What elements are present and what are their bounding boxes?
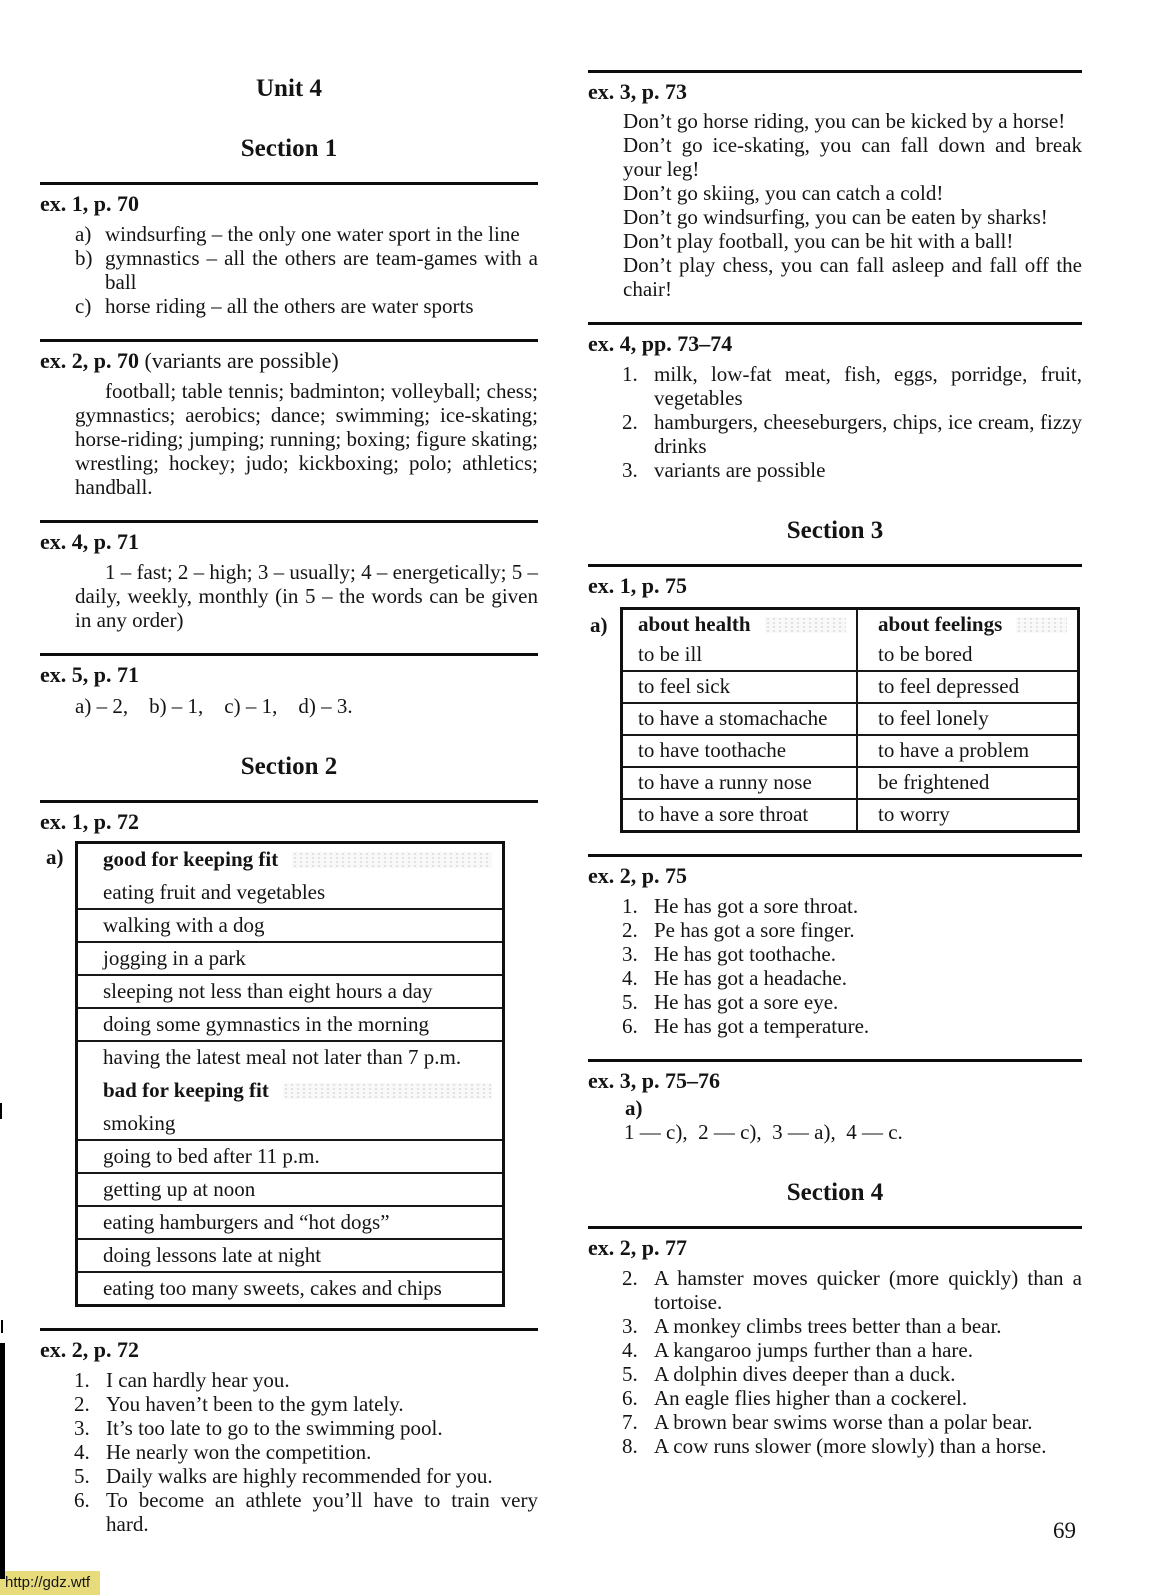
item-text: A hamster moves quicker (more quickly) than a tortoise.: [654, 1266, 1082, 1314]
item-text: He has got a sore throat.: [654, 894, 859, 918]
table-row: [78, 1040, 502, 1139]
table-cell: [623, 610, 856, 670]
sub-item-label: a): [46, 845, 64, 869]
table-cell: smoking: [103, 1111, 176, 1135]
list-item: [588, 1410, 1082, 1434]
item-number: 3.: [622, 942, 638, 966]
list-item: [588, 1386, 1082, 1410]
answer-sentence: Don’t play football, you can be hit with a ball!: [623, 229, 1014, 253]
list-item: [40, 1488, 538, 1536]
item-text: Daily walks are highly recommended for you.: [106, 1464, 493, 1488]
table-row: [623, 798, 1077, 830]
item-text: A kangaroo jumps further than a hare.: [654, 1338, 973, 1362]
list-item: [588, 1014, 1082, 1038]
list-item: [588, 894, 1082, 918]
table-header-text: about health: [638, 612, 751, 636]
table-row: [623, 734, 1077, 766]
table-row: [623, 610, 1077, 670]
item-number: 2.: [622, 1266, 638, 1290]
table-header-feelings: [878, 612, 1077, 636]
item-text: He has got a sore eye.: [654, 990, 839, 1014]
item-label: c): [75, 294, 92, 318]
item-number: 5.: [74, 1464, 90, 1488]
table-row: [78, 844, 502, 908]
item-number: 3.: [622, 1314, 638, 1338]
unit-title: Unit 4: [256, 75, 322, 102]
item-text: A brown bear swims worse than a polar bear.: [654, 1410, 1033, 1434]
table-header-text: good for keeping fit: [103, 847, 279, 871]
table-cell: eating fruit and vegetables: [103, 880, 326, 904]
table-row: doing lessons late at night: [78, 1238, 502, 1271]
answer-sentence: Don’t play chess, you can fall asleep and fall off the chair!: [623, 253, 1082, 301]
exercise-heading: ex. 3, p. 75–76: [588, 1068, 720, 1093]
health-feelings-table: [620, 607, 1080, 833]
item-text: windsurfing – the only one water sport in the line: [105, 222, 520, 246]
item-number: 1.: [622, 362, 638, 386]
item-number: 2.: [74, 1392, 90, 1416]
answer-line: 1 — c), 2 — c), 3 — a), 4 — c.: [624, 1120, 903, 1144]
exercise-heading: ex. 2, p. 77: [588, 1235, 687, 1260]
exercise-heading: ex. 4, pp. 73–74: [588, 331, 733, 356]
exercise-heading: ex. 5, p. 71: [40, 662, 139, 687]
table-row: doing some gymnastics in the morning: [78, 1007, 502, 1040]
list-item: [588, 1434, 1082, 1458]
item-number: 1.: [622, 894, 638, 918]
exercise-heading: [40, 348, 538, 374]
item-text: It’s too late to go to the swimming pool.: [106, 1416, 443, 1440]
table-row: eating too many sweets, cakes and chips: [78, 1271, 502, 1304]
list-item: [40, 1392, 538, 1416]
list-item: [588, 966, 1082, 990]
item-number: 3.: [622, 458, 638, 482]
exercise-ex3-p73: [588, 70, 1082, 301]
exercise-heading: ex. 3, p. 73: [588, 79, 687, 104]
item-text: A dolphin dives deeper than a duck.: [654, 1362, 956, 1386]
item-text: He has got a temperature.: [654, 1014, 870, 1038]
page-number: 69: [1053, 1518, 1076, 1543]
scan-artifact: [765, 617, 846, 633]
exercise-heading: ex. 2, p. 75: [588, 863, 687, 888]
table-row: walking with a dog: [78, 908, 502, 941]
item-text: A monkey climbs trees better than a bear.: [654, 1314, 1002, 1338]
item-number: 6.: [622, 1386, 638, 1410]
table-cell: to have a stomachache: [638, 706, 828, 730]
list-item: [40, 294, 538, 318]
section-4-title: Section 4: [786, 1179, 884, 1206]
exercise-ex2-p70: [40, 339, 538, 499]
item-number: 2.: [622, 918, 638, 942]
item-text: gymnastics – all the others are team-games with a ball: [105, 246, 538, 294]
answer-sentence: Don’t go horse riding, you can be kicked by a horse!: [623, 109, 1066, 133]
scan-artifact: [1016, 617, 1067, 633]
table-cell: to have a sore throat: [638, 802, 809, 826]
right-column: [588, 70, 1082, 1458]
item-text: An eagle flies higher than a cockerel.: [654, 1386, 968, 1410]
table-header-good: [103, 847, 502, 871]
table-row: getting up at noon: [78, 1172, 502, 1205]
item-number: 3.: [74, 1416, 90, 1440]
answer-sentence: Don’t go windsurfing, you can be eaten by sharks!: [623, 205, 1048, 229]
item-number: 7.: [622, 1410, 638, 1434]
item-text: He has got a headache.: [654, 966, 847, 990]
exercise-heading: ex. 1, p. 70: [40, 191, 139, 216]
table-cell: to feel sick: [638, 674, 731, 698]
scan-artifact: [292, 852, 492, 868]
item-text: variants are possible: [654, 458, 826, 482]
answer-line: a) – 2, b) – 1, c) – 1, d) – 3.: [75, 694, 353, 718]
table-header-text: bad for keeping fit: [103, 1078, 269, 1102]
sub-item-label: a): [590, 613, 608, 637]
exercise-heading-label: ex. 2, p. 70: [40, 348, 139, 373]
exercise-heading: ex. 1, p. 72: [40, 809, 139, 834]
exercise-ex3-p75-76: [588, 1059, 1082, 1144]
exercise-heading: ex. 2, p. 72: [40, 1337, 139, 1362]
section-3-title: Section 3: [786, 517, 884, 544]
list-item: [588, 1338, 1082, 1362]
table-cell: [856, 610, 1077, 670]
list-item: [40, 1368, 538, 1392]
exercise-ex4-p73-74: [588, 322, 1082, 482]
list-item: [40, 246, 538, 294]
item-number: 4.: [622, 1338, 638, 1362]
list-item: [588, 362, 1082, 410]
table-cell: to feel depressed: [856, 672, 1077, 702]
list-item: [588, 942, 1082, 966]
exercise-ex5-p71: [40, 653, 538, 718]
list-item: [40, 1464, 538, 1488]
exercise-heading: ex. 4, p. 71: [40, 529, 139, 554]
table-cell-text: to be ill: [638, 642, 703, 666]
exercise-ex2-p77: [588, 1226, 1082, 1458]
item-number: 4.: [74, 1440, 90, 1464]
item-text: To become an athlete you’ll have to train very hard.: [106, 1488, 538, 1536]
item-label: a): [75, 222, 92, 246]
watermark: http://gdz.wtf: [0, 1571, 100, 1595]
list-item: [588, 1266, 1082, 1314]
exercise-heading: ex. 1, p. 75: [588, 573, 687, 598]
scan-artifact: [283, 1083, 492, 1099]
scan-artifact: [0, 1103, 2, 1119]
item-number: 6.: [622, 1014, 638, 1038]
item-number: 5.: [622, 1362, 638, 1386]
item-text: horse riding – all the others are water sports: [105, 294, 474, 318]
item-text: A cow runs slower (more slowly) than a horse.: [654, 1434, 1047, 1458]
fit-table: [75, 841, 505, 1307]
item-label: b): [75, 246, 93, 270]
section-1-title: Section 1: [240, 135, 338, 162]
sub-item-label: a): [625, 1096, 643, 1120]
item-text: hamburgers, cheeseburgers, chips, ice cream, fizzy drinks: [654, 410, 1082, 458]
item-text: I can hardly hear you.: [106, 1368, 290, 1392]
scan-artifact: [1, 1320, 3, 1333]
table-cell: to have a problem: [856, 736, 1077, 766]
exercise-heading-note: (variants are possible): [139, 348, 339, 373]
item-number: 5.: [622, 990, 638, 1014]
exercise-ex2-p75: [588, 854, 1082, 1038]
table-cell: to have a runny nose: [638, 770, 812, 794]
section-2-title: Section 2: [240, 753, 338, 780]
list-item: [40, 1416, 538, 1440]
item-text: He has got toothache.: [654, 942, 836, 966]
table-header-text: about feelings: [878, 612, 1003, 636]
table-cell-text: to be bored: [878, 642, 973, 666]
list-item: [588, 410, 1082, 458]
exercise-ex2-p72: [40, 1328, 538, 1536]
exercise-ex1-p72: [40, 800, 538, 1307]
table-row: [623, 766, 1077, 798]
table-cell: be frightened: [856, 768, 1077, 798]
item-number: 8.: [622, 1434, 638, 1458]
list-item: [588, 1362, 1082, 1386]
item-number: 2.: [622, 410, 638, 434]
left-column: [40, 74, 538, 1536]
table-header-health: [638, 612, 856, 636]
table-cell: to feel lonely: [856, 704, 1077, 734]
item-text: You haven’t been to the gym lately.: [106, 1392, 404, 1416]
table-row: [623, 702, 1077, 734]
table-header-bad: [103, 1078, 502, 1102]
exercise-ex4-p71: [40, 520, 538, 632]
item-text: milk, low-fat meat, fish, eggs, porridge, fruit, vegetables: [654, 362, 1082, 410]
answer-sentence: Don’t go skiing, you can catch a cold!: [623, 181, 944, 205]
answer-paragraph: 1 – fast; 2 – high; 3 – usually; 4 – energetically; 5 – daily, weekly, monthly (in 5 – the words can be given in any order): [75, 560, 538, 632]
list-item: [588, 990, 1082, 1014]
item-number: 6.: [74, 1488, 90, 1512]
list-item: [40, 222, 538, 246]
list-item: [40, 1440, 538, 1464]
item-text: Pe has got a sore finger.: [654, 918, 855, 942]
table-row: jogging in a park: [78, 941, 502, 974]
table-row: going to bed after 11 p.m.: [78, 1139, 502, 1172]
table-row: eating hamburgers and “hot dogs”: [78, 1205, 502, 1238]
list-item: [588, 1314, 1082, 1338]
table-cell: to have toothache: [638, 738, 787, 762]
item-number: 4.: [622, 966, 638, 990]
scan-artifact: [0, 1343, 5, 1579]
table-cell: to worry: [856, 800, 1077, 830]
table-cell: having the latest meal not later than 7 p.m.: [103, 1045, 462, 1069]
answer-paragraph: football; table tennis; badminton; volleyball; chess; gymnastics; aerobics; dance; swimming; ice-skating; horse-riding; jumping; running; boxing; figure skating; wrestling; hockey; judo; kickboxing; polo; athletics; handball.: [75, 379, 538, 499]
list-item: [588, 458, 1082, 482]
exercise-ex1-p75: [588, 564, 1082, 833]
item-number: 1.: [74, 1368, 90, 1392]
answer-sentence: Don’t go ice-skating, you can fall down and break your leg!: [623, 133, 1082, 181]
exercise-ex1-p70: [40, 182, 538, 318]
table-row: sleeping not less than eight hours a day: [78, 974, 502, 1007]
item-text: He nearly won the competition.: [106, 1440, 372, 1464]
list-item: [588, 918, 1082, 942]
table-row: [623, 670, 1077, 702]
